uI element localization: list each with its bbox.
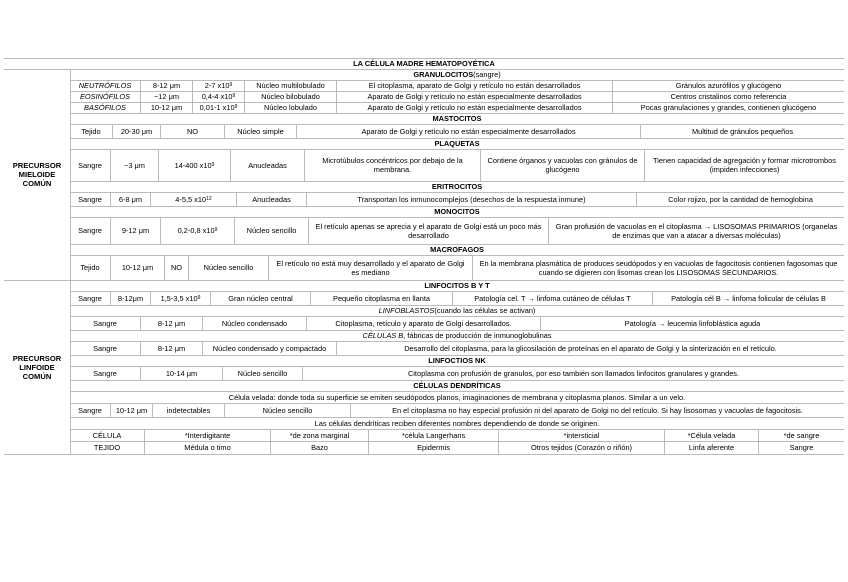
cell-notes: Citoplasma con profusión de granulos, por eso también son llamados linfocitos granulares y grandes. — [302, 366, 844, 380]
cell-pathology-b: Patología cél B → linfoma folicular de células B — [652, 291, 844, 305]
hematopoietic-table — [4, 58, 844, 454]
count-text: 2-7 x10 — [204, 81, 230, 90]
cell-size: 10-12 μm — [110, 403, 152, 417]
cell-count — [150, 291, 210, 305]
cell-size: ~12 μm — [140, 91, 192, 102]
value-cell: TEJIDO — [93, 443, 121, 452]
cell-nucleus: Núcleo sencillo — [224, 403, 350, 417]
monocitos-header: MONOCITOS — [434, 207, 480, 216]
linfoblastos-header — [70, 305, 844, 316]
cell-location: Sangre — [78, 194, 102, 204]
cell-size: 9-12 μm — [110, 217, 160, 244]
linfocitos-nk-header: LINFOCTIOS NK — [428, 356, 486, 365]
cell-location: Sangre — [78, 405, 102, 415]
lymphoid-label-line: COMÚN — [22, 371, 52, 381]
header-cell: CÉLULA — [92, 430, 122, 440]
granulocitos-title: GRANULOCITOS — [413, 70, 474, 79]
lymphoid-precursor-label — [4, 280, 70, 454]
dendritic-name-row — [70, 429, 844, 441]
cell-organelles: Aparato de Golgi y retículo no están especialmente desarrollados — [336, 102, 612, 113]
table-row — [70, 80, 844, 91]
cell-count — [192, 91, 244, 102]
granulocitos-header — [70, 69, 844, 80]
cell-count — [158, 149, 230, 181]
cell-size: 8-12 μm — [140, 80, 192, 91]
myeloid-label-line: PRECURSOR — [12, 161, 62, 170]
lymphoid-label-line: PRECURSOR — [12, 353, 62, 363]
linfocitos-byt-header: LINFOCITOS B Y T — [424, 281, 490, 290]
cell-count — [160, 217, 234, 244]
cell-name: NEUTRÓFILOS — [78, 81, 132, 90]
cell-size: ~3 μm — [110, 149, 158, 181]
table-row — [70, 149, 844, 181]
cell-notes: Pocas granulaciones y grandes, contienen glucógeno — [612, 102, 844, 113]
cell-name: BASÓFILOS — [84, 103, 126, 112]
cell-location: Sangre — [93, 343, 117, 353]
value-cell: Otros tejidos (Corazón o riñón) — [498, 441, 664, 454]
cell-location: Tejido — [80, 263, 100, 272]
cell-name: EOSINÓFILOS — [79, 92, 131, 101]
cell-cytoplasm: Pequeño citoplasma en llanta — [310, 291, 452, 305]
cell-size: 10-12 μm — [140, 102, 192, 113]
table-row — [70, 255, 844, 280]
count-text: 14-400 x10 — [174, 160, 212, 170]
table-row — [70, 124, 844, 138]
cell-notes: Gran profusión de vacuolas en el citoplasma → LISOSOMAS PRIMARIOS (organelas de enzimas que van a atacar a diversas moléculas) — [548, 217, 844, 244]
cell-count: indetectables — [152, 403, 224, 417]
cell-structure: Microtúbulos concéntricos por debajo de la membrana. — [304, 149, 480, 181]
macrofagos-header: MACROFAGOS — [430, 245, 484, 254]
table-row — [70, 403, 844, 417]
count-text: 0,01-1 x10 — [199, 103, 235, 112]
table-row — [70, 366, 844, 380]
mastocitos-header: MASTOCITOS — [432, 114, 482, 123]
cell-nucleus: Núcleo sencillo — [188, 255, 268, 280]
count-exponent: 12 — [206, 195, 212, 202]
cell-count — [192, 102, 244, 113]
myeloid-precursor-label — [4, 69, 70, 280]
cell-nucleus: Núcleo condensado — [202, 316, 306, 330]
cell-count: NO — [160, 124, 224, 138]
cell-location: Tejido — [81, 126, 101, 136]
cell-organelles: Aparato de Golgi y retículo no están especialmente desarrollados — [296, 124, 640, 138]
cell-size: 10-12 μm — [110, 255, 164, 280]
cell-function: Transportan los inmunocomplejos (desechos de la respuesta inmune) — [306, 192, 636, 206]
table-row — [70, 192, 844, 206]
cell-count: NO — [164, 255, 188, 280]
cell-notes: Tienen capacidad de agregación y formar microtrombos (impiden infecciones) — [644, 149, 844, 181]
count-text: 0,4-4 x10 — [201, 92, 233, 101]
cell-location: Sangre — [78, 160, 102, 170]
value-cell: Sangre — [758, 441, 844, 454]
value-cell: Médula o timo — [144, 441, 270, 454]
cell-count — [192, 80, 244, 91]
table-bottom-border — [4, 454, 844, 455]
cell-size: 20-30 μm — [112, 124, 160, 138]
header-cell: *célula Langerhans — [368, 429, 498, 441]
cell-contents: Contiene órganos y vacuolas con gránulos de glucógeno — [480, 149, 644, 181]
value-cell: Linfa aferente — [664, 441, 758, 454]
cell-notes: En el citoplasma no hay especial profusión ni del aparato de Golgi no del retículo. Si hay lisosomas y vacuolas de fagocitosis. — [350, 403, 844, 417]
table-row — [70, 102, 844, 113]
table-row — [70, 217, 844, 244]
cell-nucleus: Núcleo lobulado — [244, 102, 336, 113]
cell-nucleus: Núcleo simple — [224, 124, 296, 138]
cell-nucleus: Anucleadas — [236, 192, 306, 206]
celulas-b-header — [70, 330, 844, 341]
cell-size: 6-8 μm — [110, 192, 150, 206]
cell-organelles: El citoplasma, aparato de Golgi y retículo no están desarrollados — [336, 80, 612, 91]
dendriticas-header: CÉLULAS DENDRÍTICAS — [413, 381, 501, 390]
cell-pathology-t: Patología cel. T → linfoma cutáneo de células T — [452, 291, 652, 305]
cell-location: Sangre — [78, 293, 102, 303]
cell-nucleus: Núcleo sencillo — [222, 366, 302, 380]
header-cell: *intersticial — [498, 429, 664, 441]
table-row — [70, 316, 844, 330]
count-exponent: 9 — [197, 294, 201, 301]
granulocitos-title-suffix: (sangre) — [473, 70, 501, 79]
header-cell: *Interdigitante — [144, 429, 270, 441]
cell-nucleus: Anucleadas — [230, 149, 304, 181]
count-exponent: 9 — [232, 93, 236, 99]
count-exponent: 9 — [234, 104, 238, 110]
cell-nucleus: Núcleo condensado y compactado — [202, 341, 336, 355]
cell-location: Sangre — [93, 368, 117, 378]
count-text: 4-5,5 x10 — [175, 194, 207, 204]
celulas-b-title: CÉLULAS B — [362, 331, 404, 340]
cell-notes: Gránulos azurófilos y glucógeno — [612, 80, 844, 91]
linfoblastos-title: LINFOBLASTOS — [378, 306, 435, 315]
cell-nucleus: Núcleo sencillo — [234, 217, 308, 244]
cell-organelles: Aparato de Golgi y retículo no están especialmente desarrollados — [336, 91, 612, 102]
table-row — [70, 291, 844, 305]
dendritic-tissue-row — [70, 441, 844, 454]
value-cell: Bazo — [270, 441, 368, 454]
cell-notes: Desarrollo del citoplasma, para la glicosilación de proteínas en el aparato de Golgi y la sinterización en el retículo. — [336, 341, 844, 355]
table-row — [70, 341, 844, 355]
plaquetas-header: PLAQUETAS — [434, 139, 480, 148]
cell-notes: Color rojizo, por la cantidad de hemoglobina — [636, 192, 844, 206]
velada-note: Célula velada: donde toda su superficie se emiten seudópodos planos, imaginaciones de membrana y citoplasma planos. Similar a un velo. — [228, 392, 686, 402]
cell-notes: Patología → leucemia linfoblástica aguda — [540, 316, 844, 330]
cell-nucleus: Núcleo multilobulado — [244, 80, 336, 91]
count-exponent: 9 — [229, 82, 233, 88]
cell-location: Sangre — [93, 318, 117, 328]
cell-nucleus: Gran núcleo central — [210, 291, 310, 305]
cell-size: 8-12μm — [110, 291, 150, 305]
cell-notes: En la membrana plasmática de produces seudópodos y en vacuolas de fagocitosis contienen fagosomas que cuando se digieren con lisomas crean los LISOSOMAS SECUNDARIOS. — [472, 255, 844, 280]
lymphoid-label-line: LINFOIDE — [19, 362, 55, 372]
cell-organelles: Citoplasma, retículo y aparato de Golgi desarrollados. — [306, 316, 540, 330]
value-cell: Epidermis — [368, 441, 498, 454]
table-row — [70, 91, 844, 102]
cell-location: Sangre — [78, 226, 102, 235]
cell-organelles: El retículo no está muy desarrollado y el aparato de Golgi es mediano — [268, 255, 472, 280]
header-cell: *de zona marginal — [270, 429, 368, 441]
eritrocitos-header: ERITROCITOS — [431, 182, 483, 191]
cell-count — [150, 192, 236, 206]
count-exponent: 9 — [211, 161, 215, 168]
header-cell: *de sangre — [758, 429, 844, 441]
count-exponent: 9 — [214, 227, 218, 233]
count-text: 0,2-0,8 x10 — [177, 226, 215, 235]
cell-notes: Centros cristalinos como referencia — [612, 91, 844, 102]
cell-size: 8-12 μm — [140, 316, 202, 330]
celulas-b-suffix: , fábricas de producción de inmunoglobulinas — [403, 331, 552, 340]
dendriticas-names-note: Las células dendríticas reciben diferentes nombres dependiendo de donde se originen. — [314, 418, 600, 428]
count-text: 1,5-3,5 x10 — [160, 293, 198, 303]
linfoblastos-suffix: (cuando las células se activan) — [434, 306, 536, 315]
cell-size: 10-14 μm — [140, 366, 222, 380]
cell-organelles: El retículo apenas se aprecia y el aparato de Golgi está un poco más desarrollado — [308, 217, 548, 244]
cell-size: 8-12 μm — [140, 341, 202, 355]
cell-nucleus: Núcleo bilobulado — [244, 91, 336, 102]
table-title: LA CÉLULA MADRE HEMATOPOYÉTICA — [353, 59, 495, 68]
myeloid-label-line: MIELOIDE — [18, 170, 56, 179]
header-cell: *Célula velada — [664, 429, 758, 441]
cell-notes: Multitud de gránulos pequeños — [640, 124, 844, 138]
myeloid-label-line: COMÚN — [22, 179, 52, 188]
